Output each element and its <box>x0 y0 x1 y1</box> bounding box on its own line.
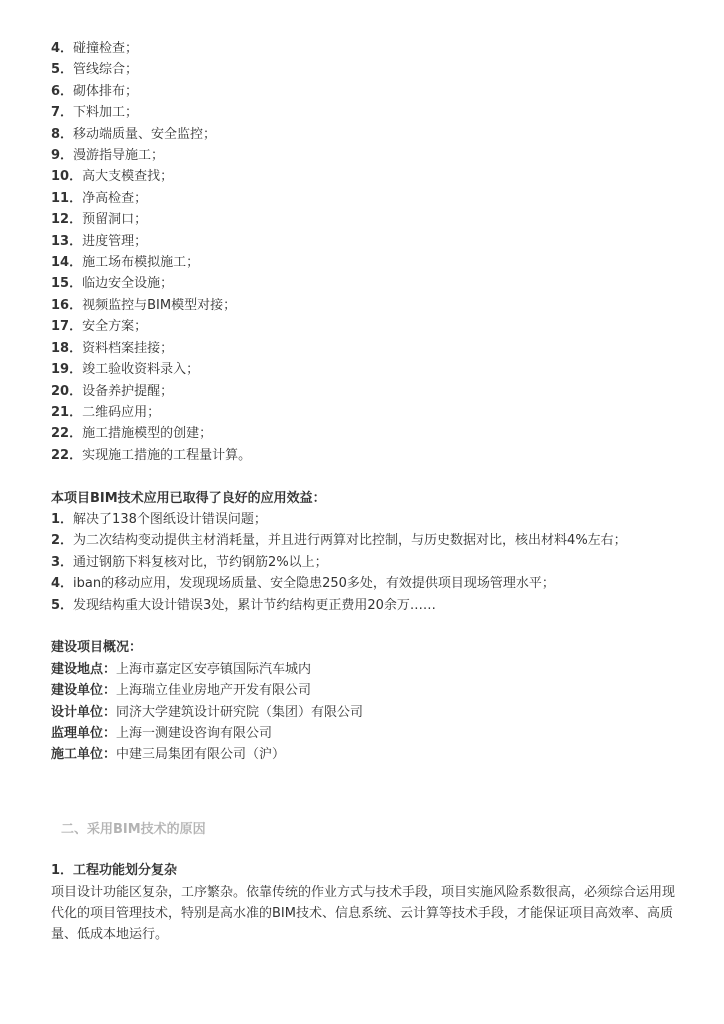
list-item: 5．发现结构重大设计错误3处，累计节约结构更正费用20余万…… <box>51 597 436 613</box>
list-item: 13．进度管理； <box>51 233 148 249</box>
list-item: 8．移动端质量、安全监控； <box>51 126 217 142</box>
overview-section <box>51 637 681 765</box>
spacer <box>51 840 681 860</box>
list-item: 17．安全方案； <box>51 319 148 335</box>
list-item: 3．通过钢筋下料复核对比，节约钢筋2%以上； <box>51 554 328 570</box>
benefits-section <box>51 488 681 616</box>
list-item: 19．竣工验收资料录入； <box>51 362 200 378</box>
benefits-heading: 本项目BIM技术应用已取得了良好的应用效益： <box>51 490 326 506</box>
list-item: 16．视频监控与BIM模型对接； <box>51 297 237 313</box>
spacer <box>51 616 681 637</box>
list-item: 15．临边安全设施； <box>51 276 174 292</box>
list-item: 10．高大支模查找； <box>51 169 174 185</box>
list-item: 4．iban的移动应用，发现现场质量、安全隐患250多处，有效提供项目现场管理水平； <box>51 576 555 592</box>
list-item: 9．漫游指导施工； <box>51 148 165 164</box>
application-list <box>51 38 681 466</box>
list-item: 11．净高检查； <box>51 190 148 206</box>
list-item: 5．管线综合； <box>51 62 139 78</box>
sub-heading: 1．工程功能划分复杂 <box>51 863 178 879</box>
overview-row: 监理单位：上海一测建设咨询有限公司 <box>51 725 273 741</box>
list-item: 20．设备养护提醒； <box>51 383 174 399</box>
overview-row: 设计单位：同济大学建筑设计研究院（集团）有限公司 <box>51 704 364 720</box>
paragraph: 项目设计功能区复杂，工序繁杂。依靠传统的作业方式与技术手段，项目实施风险系数很高，必须综合运用现代化的项目管理技术，特别是高水准的BIM技术、信息系统、云计算等技术手段，才能保证项目高效率、高质量、低成本地运行。 <box>51 884 676 943</box>
section-heading: 二、采用BIM技术的原因 <box>61 821 206 837</box>
list-item: 4．碰撞检查； <box>51 41 139 56</box>
list-item: 18．资料档案挂接； <box>51 340 174 356</box>
list-item: 6．砌体排布； <box>51 83 139 99</box>
list-item: 12．预留洞口； <box>51 212 148 228</box>
list-item: 7．下料加工； <box>51 105 139 121</box>
overview-row: 建设单位：上海瑞立佳业房地产开发有限公司 <box>51 683 312 699</box>
list-item: 2．为二次结构变动提供主材消耗量，并且进行两算对比控制，与历史数据对比，核出材料4%左右； <box>51 533 627 549</box>
spacer <box>51 766 681 819</box>
list-item: 22．实现施工措施的工程量计算。 <box>51 447 252 463</box>
list-item: 21．二维码应用； <box>51 404 161 420</box>
section-2 <box>51 819 681 946</box>
article-body <box>51 38 681 946</box>
list-item: 1．解决了138个图纸设计错误问题； <box>51 511 267 527</box>
list-item: 22．施工措施模型的创建； <box>51 426 213 442</box>
overview-heading: 建设项目概况： <box>51 640 143 656</box>
overview-row: 建设地点：上海市嘉定区安亭镇国际汽车城内 <box>51 661 312 677</box>
spacer <box>51 466 681 487</box>
list-item: 14．施工场布模拟施工； <box>51 255 200 271</box>
overview-row: 施工单位：中建三局集团有限公司（沪） <box>51 747 286 763</box>
